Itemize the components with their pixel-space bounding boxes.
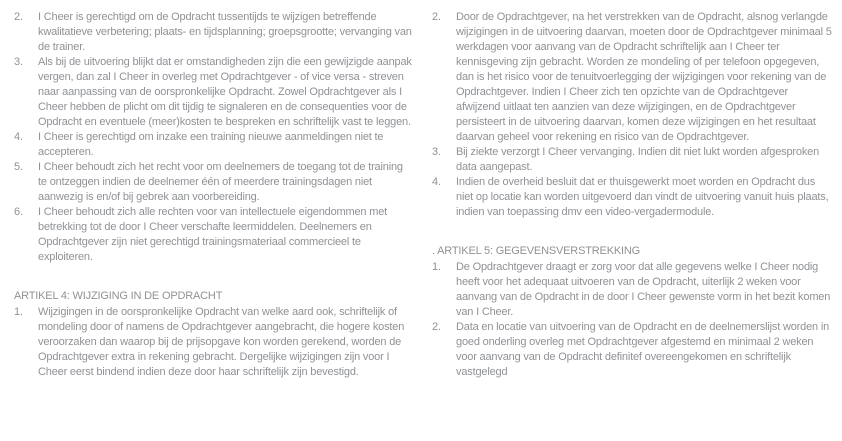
list-item	[14, 305, 412, 380]
list-item	[432, 320, 834, 380]
list-item	[432, 10, 834, 145]
list-item-number: 3.	[432, 146, 441, 158]
list-item-number: 5.	[14, 161, 23, 173]
list-item-number: 3.	[14, 56, 23, 68]
section-heading-artikel-4: ARTIKEL 4: WIJZIGING IN DE OPDRACHT	[14, 290, 223, 302]
list-item	[432, 175, 834, 220]
list-item-text: De Opdrachtgever draagt er zorg voor dat alle gegevens welke I Cheer nodig heeft voor het adequaat uitvoeren van de Opdracht, uiterlijk 2 weken voor aanvang van de Opdracht in de door I Cheer gewenste vorm in het bezit komen van I Cheer.	[456, 261, 831, 318]
list-item-number: 1.	[14, 306, 23, 318]
list-item	[432, 145, 834, 175]
list-item-number: 6.	[14, 206, 23, 218]
list-item-text: Als bij de uitvoering blijkt dat er omstandigheden zijn die een gewijzigde aanpak vergen, dan zal I Cheer in overleg met Opdrachtgever - of vice versa - streven naar aanpassing van de oorspronkelijke Opdracht. Zowel Opdrachtgever als I Cheer hebben de plicht om dit tijdig te signaleren en de consequenties voor de Opdracht en eventuele (meer)kosten te bespreken en schriftelijk vast te leggen.	[38, 56, 412, 128]
list-item	[14, 160, 412, 205]
list-item-text: Wijzigingen in de oorspronkelijke Opdracht van welke aard ook, schriftelijk of mondeling door of namens de Opdrachtgever aangebracht, die hogere kosten veroorzaken dan waarop bij de prijsopgave kon worden gerekend, worden de Opdrachtgever extra in rekening gebracht. Dergelijke wijzigingen zijn voor I Cheer eerst bindend indien deze door haar schriftelijk zijn bevestigd.	[38, 306, 405, 378]
list-item	[14, 55, 412, 130]
list-item-text: I Cheer is gerechtigd om de Opdracht tussentijds te wijzigen betreffende kwalitatieve verbetering; plaats- en tijdsplanning; groepsgrootte; vervanging van de trainer.	[38, 11, 412, 53]
list-item-text: Indien de overheid besluit dat er thuisgewerkt moet worden en Opdracht dus niet op locatie kan worden uitgevoerd dan vindt de uitvoering vanuit huis plaats, indien van toepassing dmv een video-vergadermodule.	[456, 176, 829, 218]
list-item-text: Data en locatie van uitvoering van de Opdracht en de deelnemerslijst worden in goed onderling overleg met Opdrachtgever afgestemd en minimaal 2 weken voor aanvang van de Opdracht definitef overeengekomen en schriftelijk vastgelegd	[456, 321, 830, 378]
list-item-number: 4.	[14, 131, 23, 143]
list-item-text: Door de Opdrachtgever, na het verstrekken van de Opdracht, alsnog verlangde wijzigingen in de uitvoering daarvan, moeten door de Opdrachtgever minimaal 5 werkdagen voor aanvang van de Opdracht schriftelijk aan I Cheer ter kennisgeving zijn gebracht. Worden ze mondeling of per telefoon opgegeven, dan is het risico voor de tenuitvoerlegging der wijzigingen voor rekening van de Opdrachtgever. Indien I Cheer zich ten opzichte van de Opdrachtgever afwijzend uitlaat ten aanzien van deze wijzigingen, en de Opdrachtgever persisteert in de uitvoering daarvan, komen deze wijzigingen en het resultaat daarvan geheel voor rekening en risico van de Opdrachtgever.	[456, 11, 832, 143]
list-item-text: Bij ziekte verzorgt I Cheer vervanging. Indien dit niet lukt worden afgesproken data aangepast.	[456, 146, 820, 173]
list-item	[14, 10, 412, 55]
left-column	[14, 10, 412, 380]
list-item-number: 2.	[432, 321, 441, 333]
section-heading-artikel-5: . ARTIKEL 5: GEGEVENSVERSTREKKING	[432, 245, 641, 257]
list-item-number: 2.	[432, 11, 441, 23]
list-item-number: 4.	[432, 176, 441, 188]
list-item-text: I Cheer behoudt zich alle rechten voor van intellectuele eigendommen met betrekking tot de door I Cheer verschafte leermiddelen. Deelnemers en Opdrachtgever zijn niet gerechtigd trainingsmateriaal commercieel te exploiteren.	[38, 206, 388, 263]
list-item-number: 1.	[432, 261, 441, 273]
list-item	[14, 130, 412, 160]
list-item	[432, 260, 834, 320]
right-column	[432, 10, 834, 380]
list-item-text: I Cheer is gerechtigd om inzake een training nieuwe aanmeldingen niet te accepteren.	[38, 131, 384, 158]
list-item	[14, 205, 412, 265]
list-item-text: I Cheer behoudt zich het recht voor om deelnemers de toegang tot de training te ontzeggen indien de deelnemer één of meerdere trainingsdagen niet aanwezig is en/of bij gebrek aan voorbereiding.	[38, 161, 403, 203]
list-item-number: 2.	[14, 11, 23, 23]
